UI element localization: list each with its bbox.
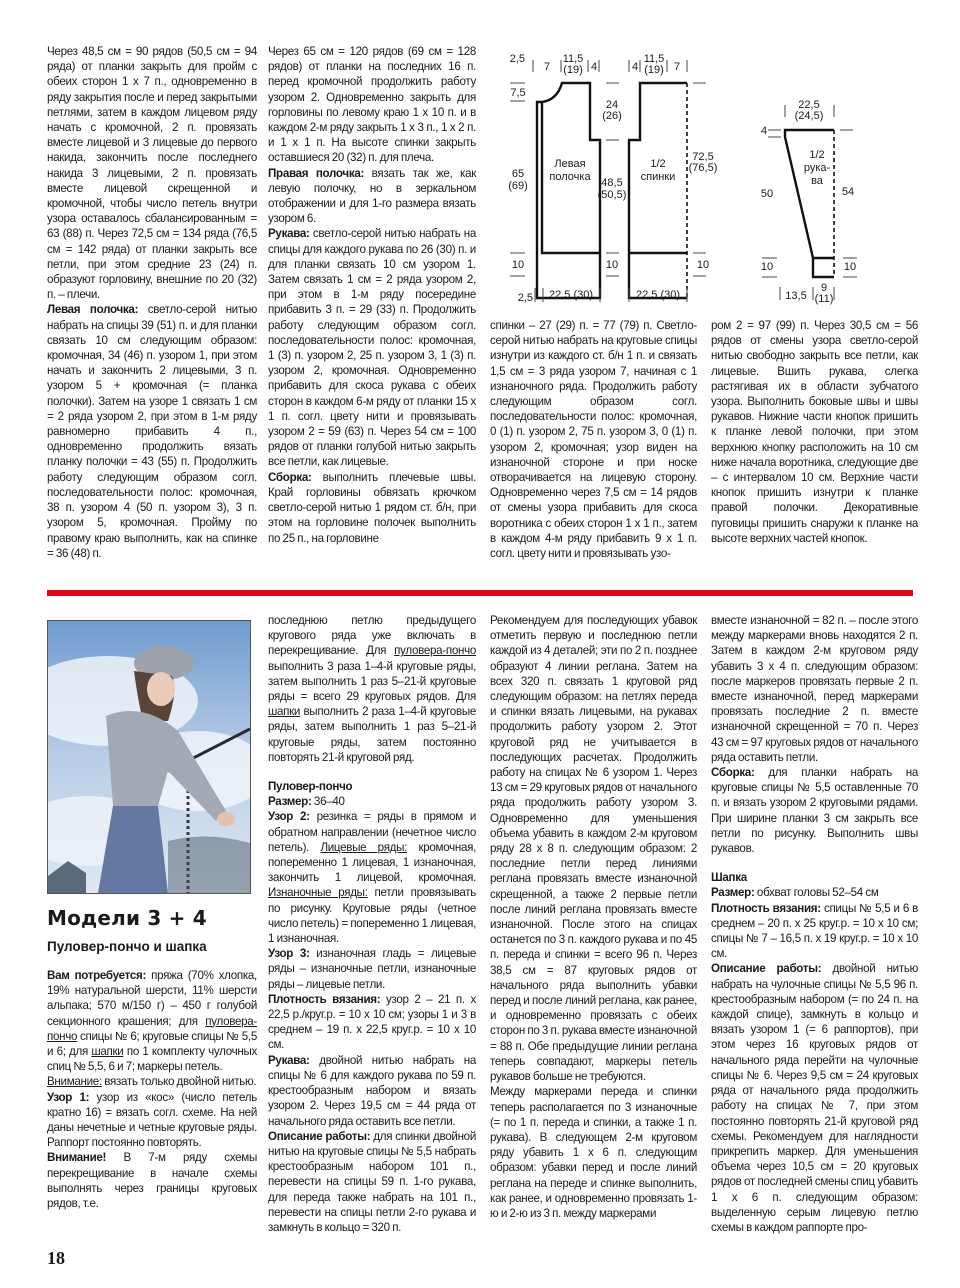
text-column-4 bbox=[711, 318, 918, 546]
paragraph-size bbox=[711, 885, 918, 900]
paragraph-text: обхват головы 52–54 см bbox=[754, 886, 879, 900]
bold-label: Рукава: bbox=[268, 227, 310, 241]
underlined-term: пуловера-пончо bbox=[47, 1014, 257, 1043]
page-number: 18 bbox=[47, 1248, 65, 1268]
paragraph-pattern-1 bbox=[47, 1090, 257, 1212]
paragraph-text: светло-серой нитью набрать на спицы 39 (51) п. и для планки связать 10 см следующим образом: кромочная, 34 (46) п. узором 1, при этом начать и закончить 2 лицевыми, 3 п. узором 5 + кромочная (= планка полочки). Затем на узоре 1 связать 1 см = 2 ряда узором 2, при этом в 1-м ряду равномерно прибавить 4 п., одновременно продолжить вязать планку полочки = 43 (55) п. Продолжить работу следующим образом согл. последовательности полос: кромочная, 38 п. узором 4 (50 п. узором 3), 3 п. узором 5, кромочная. Пройму по правому краю выполнить, как на спинке = 36 (48) п. bbox=[47, 303, 258, 560]
dim-label: 22,5 bbox=[798, 99, 820, 111]
dim-label: 7 bbox=[673, 61, 681, 73]
paragraph-left-front bbox=[47, 302, 257, 560]
pattern-schematic-diagram bbox=[495, 40, 935, 310]
dim-label: 9 bbox=[820, 282, 828, 294]
text-column-8 bbox=[711, 613, 918, 1235]
half-back-piece bbox=[629, 53, 717, 302]
bold-label: Узор 3: bbox=[268, 947, 310, 961]
dim-label: 10 bbox=[843, 261, 857, 273]
paragraph-text: спицы № 6; круговые спицы № 5,5 и 6; для bbox=[47, 1029, 257, 1059]
dim-label: 4 bbox=[631, 61, 639, 73]
text-column-7 bbox=[490, 613, 697, 1221]
paragraph: Между маркерами переда и спинки теперь располагается по 3 изнаночные (= по 1 п. переда и спинки, а также 1 п. рукава). В следующем 2-м круговом ряду убавить 1 х 6 п. следующим образом: убавки перед и после линий реглана на переде и спинке выполнить, как ранее, и одновременно провязать 1-ю и 2-ю из 3 п. между маркерами bbox=[490, 1085, 697, 1220]
paragraph-pattern-3 bbox=[268, 946, 476, 992]
dim-label: (76,5) bbox=[688, 162, 718, 174]
dim-label: 13,5 bbox=[785, 290, 807, 302]
dim-label: 7 bbox=[543, 61, 551, 73]
paragraph-attention bbox=[47, 1074, 257, 1089]
text-column-5 bbox=[47, 968, 257, 1211]
left-front-label: полочка bbox=[549, 171, 591, 183]
paragraph-assembly bbox=[268, 470, 476, 546]
paragraph-text: 36–40 bbox=[311, 795, 345, 809]
section-divider-red-rule bbox=[47, 590, 913, 596]
section-heading bbox=[268, 779, 476, 794]
paragraph-text: для спинки двойной нитью на круговые спицы № 5,5 набрать крестообразным набором 101 п., перевести на спицы 59 п. 1-го рукава, для переда также набрать на 101 п., перевести на спицы петли 2-го рукава и замкнуть в кольцо = 320 п. bbox=[268, 1129, 476, 1234]
bold-label: Левая полочка: bbox=[47, 303, 139, 317]
bold-label: Рукава: bbox=[268, 1053, 310, 1067]
section-heading bbox=[711, 870, 918, 885]
half-sleeve-piece bbox=[761, 99, 857, 305]
model-photo bbox=[47, 620, 251, 894]
dim-label: 7,5 bbox=[510, 87, 526, 99]
bold-label: Описание работы: bbox=[711, 962, 822, 976]
paragraph: Рекомендуем для последующих убавок отметить первую и последнюю петли каждой из 4 деталей; эти по 2 п. позднее образуют 4 линии реглана. Затем на всех 320 п. связать 1 круговой ряд следующим образом: на петлях переда и спинки вязать лицевыми, на рукавах продолжить работу узором 2. Этот круговой ряд не учитывается в последующих расчетах. Продолжить работу на спицах № 6 узором 1. Через 13 см = 29 круговых рядов от начального ряда продолжить работу узором 3. Одновременно для уменьшения объема убавить в каждом 2-м круговом ряду 28 х 8 п. следующим образом: 2 последние петли перед линиями реглана провязать вместе изнаночной скрещенной, а также 2 первые петли после линий реглана провязать вместе изнаночной. После этого на спицах останется по 3 п. каждого рукава и по 45 п. переда и спинки = всего 96 п. Через 38,5 см = 87 круговых рядов от начального ряда выполнить убавки перед и после линий реглана, как ранее, и одновременно провязать с обеих сторон по 3 п. рукава вместе изнаночной = 88 п. Обе предыдущие линии реглана теперь совпадают, маркеры петель рукавов больше не требуются. bbox=[490, 614, 697, 1084]
bold-label: Размер: bbox=[711, 886, 755, 900]
underlined-term: шапки bbox=[268, 705, 301, 719]
paragraph-text: узор из «кос» (число петель кратно 16) = вязать согл. схеме. На ней даны нечетные и четные круговые ряды. Раппорт постоянно повторять. bbox=[47, 1090, 258, 1150]
dim-label: 4 bbox=[760, 125, 768, 137]
paragraph-text: вязать так же, как левую полочку, но в зеркальном отображении и для 1-го размера вязать узором 6. bbox=[268, 166, 477, 226]
paragraph: Через 48,5 см = 90 рядов (50,5 см = 94 ряда) от планки закрыть для пройм с обеих сторон 1 х 7 п., одновременно в ряду закрытия после и перед закрытыми петлями, затем в каждом лицевом ряду начать с кромочной, 2 п. провязать вместе лицевой и 3 лицевые до первого накида, закончить после последнего накида 3 лицевыми, 2 п. провязать вместе лицевой скрещенной и кромочной, чтобы число петель внутри узора оставалось сбалансированным = 63 (88) п. Через 72,5 см = 134 ряда (76,5 см = 142 ряда) от планки закрыть все петли, при этом средние 23 (24) п. образуют горловину, внешние по 20 (32) п. – плечи. bbox=[47, 45, 257, 302]
paragraph-right-front bbox=[268, 166, 476, 227]
dim-label: (69) bbox=[508, 180, 528, 192]
paragraph-text: для планки набрать на круговые спицы № 5,5 оставленные 70 п. и вязать узором 2 круговыми рядами. При ширине планки 3 см закрыть все петли по рисунку. Выполнить швы рукавов. bbox=[711, 766, 918, 856]
paragraph-text: двойной нитью набрать на чулочные спицы № 5,5 96 п. крестообразным набором (= по 24 п. на каждой спице), замкнуть в кольцо и вязать узором 1 (= 6 раппортов), при этом через 16 круговых рядов от начального ряда перейти на чулочные спицы № 6. Через 9,5 см = 24 круговых ряда от начального ряда продолжить работу на спицах № 7, при этом постоянно повторять 21-й круговой ряд схемы. Рекомендуем для наглядности прикрепить маркер. Для уменьшения объема через 10,5 см = 20 круговых рядов от последней смены спиц убавить 1 х 6 п. следующим образом: выделенную серым лицевую петлю схемы в каждом раппорте про- bbox=[711, 962, 919, 1234]
dim-label: (50,5) bbox=[597, 189, 627, 201]
dim-label: 24 bbox=[605, 99, 619, 111]
text-column-2 bbox=[268, 44, 476, 546]
bold-label: Сборка: bbox=[268, 470, 312, 484]
half-sleeve-label: 1/2 bbox=[809, 149, 825, 161]
dim-label: 48,5 bbox=[601, 177, 623, 189]
bold-label: Узор 2: bbox=[268, 810, 310, 824]
text-column-1 bbox=[47, 44, 257, 561]
paragraph-text: пряжа (70% хлопка, 19% натуральной шерсти, 11% шерсти альпака; 570 м/150 г) – 450 г голубой секционного крашения; для bbox=[47, 969, 257, 1028]
paragraph-text: спицы № 5,5 и 6 в среднем – 20 п. х 25 круг.р. = 10 х 10 см; спицы № 7 – 16,5 п. х 19 круг.р. = 10 х 10 см. bbox=[711, 901, 919, 961]
dim-label: 2,5 bbox=[509, 53, 525, 65]
underlined-term: пуловера-пончо bbox=[394, 644, 476, 658]
half-back-label: 1/2 bbox=[650, 158, 666, 170]
bold-label: Плотность вязания: bbox=[268, 992, 381, 1006]
paragraph: спинки – 27 (29) п. = 77 (79) п. Светло-серой нитью набрать на круговые спицы изнутри из каждого ст. б/н 1 п. и связать 1,5 см = 3 ряда узором 7, начиная с 1 изнаночного ряда. Продолжить работу следующим образом согл. последовательности полос: кромочная, 0 (1) п. узором 2, 75 п. узором 3, 0 (1) п. узором 2, кромочная; узор виден на изнаночной стороне и при носке отворачивается на лицевую сторону. Одновременно через 7,5 см = 14 рядов от смены узора прибавить для скоса воротника с обеих сторон 1 х 1 п., затем в каждом 4-м ряду прибавить 9 х 1 п. согл. цвету нити и провязывать узо- bbox=[490, 319, 697, 561]
paragraph-text: выполнить 3 раза 1–4-й круговые ряды, затем выполнить 1 раз 5–21-й круговые ряды = всего 29 круговых рядов. Для bbox=[268, 659, 476, 704]
dim-label: (19) bbox=[563, 64, 583, 76]
text-column-6 bbox=[268, 613, 476, 1235]
bold-label: Описание работы: bbox=[268, 1129, 371, 1143]
bold-label: Узор 1: bbox=[47, 1090, 90, 1104]
underlined-term: Внимание: bbox=[47, 1075, 102, 1089]
dim-label: 10 bbox=[760, 261, 774, 273]
underlined-term: Изнаночные ряды: bbox=[268, 886, 368, 900]
paragraph bbox=[268, 613, 476, 765]
heading-text: Пуловер-пончо bbox=[268, 780, 353, 794]
dim-label: 10 bbox=[605, 259, 619, 271]
dim-label: 65 bbox=[511, 168, 525, 180]
dim-label: 10 bbox=[696, 259, 710, 271]
paragraph-text: изнаночная гладь = лицевые ряды – изнаночные петли, изнаночные ряды – лицевые петли. bbox=[268, 947, 477, 991]
dim-label: 11,5 bbox=[643, 53, 665, 65]
paragraph-size bbox=[268, 794, 476, 809]
left-front-piece bbox=[508, 53, 626, 304]
bold-label: Внимание! bbox=[47, 1151, 107, 1165]
dim-label: (24,5) bbox=[794, 110, 824, 122]
paragraph-materials bbox=[47, 968, 257, 1074]
dim-label: (19) bbox=[644, 64, 664, 76]
paragraph-sleeves bbox=[268, 226, 476, 469]
bold-label: Вам потребуется: bbox=[47, 969, 147, 982]
half-sleeve-label: ва bbox=[811, 175, 823, 187]
dim-label: 22,5 (30) bbox=[635, 289, 681, 301]
dim-label: 11,5 bbox=[562, 53, 584, 65]
paragraph: вместе изнаночной = 82 п. – после этого между маркерами вновь находятся 2 п. Затем в каждом 2-м круговом ряду убавить 3 х 4 п. следующим образом: после маркеров провязать первые 2 п. вместе изнаночной, перед маркерами провязать последние 2 п. вместе изнаночной скрещенной = 70 п. Через 43 см = 97 круговых рядов от начального ряда оставить петли. bbox=[711, 614, 918, 764]
model-subtitle: Пуловер-пончо и шапка bbox=[47, 939, 207, 954]
bold-label: Размер: bbox=[268, 795, 312, 809]
bold-label: Правая полочка: bbox=[268, 166, 365, 180]
paragraph: Через 65 см = 120 рядов (69 см = 128 рядов) от планки на последних 16 п. перед кромочной продолжить работу узором 2. Одновременно закрыть для горловины по левому краю 1 х 10 п. и в каждом 2-м ряду закрыть 1 х 3 п., 1 х 2 п. и 1 х 1 п. На высоте спинки закрыть оставшиеся 20 (32) п. для плеча. bbox=[268, 45, 476, 165]
paragraph-assembly bbox=[711, 765, 918, 856]
bold-label: Сборка: bbox=[711, 766, 755, 780]
text-column-3 bbox=[490, 318, 697, 561]
model-title: Модели 3 + 4 bbox=[47, 906, 207, 930]
heading-text: Шапка bbox=[711, 871, 747, 885]
paragraph-text: резинка = ряды в прямом и обратном направлении (нечетное число петель). bbox=[268, 810, 477, 854]
paragraph-text: двойной нитью набрать на спицы № 6 для каждого рукава по 59 п. крестообразным набором и вязать узором 2. Через 19,5 см = 44 ряда от начального ряда оставить все петли. bbox=[268, 1053, 476, 1128]
paragraph-text: по 1 комплекту чулочных спиц № 5,5, 6 и 7; маркеры петель. bbox=[47, 1045, 258, 1074]
paragraph-pattern-2 bbox=[268, 809, 476, 946]
dim-label: 2,5 bbox=[517, 292, 533, 304]
paragraph-text: узор 2 – 21 п. х 22,5 р./круг.р. = 10 х 10 см; узоры 1 и 3 в среднем – 19 п. х 22,5 круг.р. = 10 х 10 см. bbox=[268, 992, 476, 1052]
bold-label: Плотность вязания: bbox=[711, 901, 821, 915]
photo-illustration bbox=[48, 621, 250, 893]
paragraph-text: выполнить 2 раза 1–4-й круговые ряды, затем выполнить 1 раз 5–21-й круговые ряды, затем постоянно повторять 21-й круговой ряд. bbox=[268, 705, 476, 764]
dim-label: 54 bbox=[841, 186, 855, 198]
dim-label: 72,5 bbox=[692, 151, 714, 163]
paragraph-description bbox=[711, 961, 918, 1235]
paragraph: ром 2 = 97 (99) п. Через 30,5 см = 56 рядов от смены узора светло-серой нитью свободно закрыть все петли, как лицевые. Вшить рукава, слегка растягивая их в области зубчатого узора. Выполнить боковые швы и швы рукавов. Нижние части кнопок пришить к планке левой полочки, при этом верхнюю кнопку расположить на 10 см ниже начала воротника, следующие две – с интервалом 10 см. Верхние части кнопок пришить изнутри к планке правой полочки. Декоративные пуговицы пришить снаружи к планке на высоте верхних частей кнопок. bbox=[711, 319, 918, 545]
paragraph-gauge bbox=[268, 992, 476, 1053]
left-front-label: Левая bbox=[554, 158, 586, 170]
paragraph-description bbox=[268, 1129, 476, 1235]
dim-label: 10 bbox=[511, 259, 525, 271]
paragraph-sleeves bbox=[268, 1053, 476, 1129]
dim-label: 4 bbox=[590, 61, 598, 73]
dim-label: 50 bbox=[760, 188, 774, 200]
paragraph-text: вязать только двойной нитью. bbox=[101, 1075, 257, 1089]
paragraph-gauge bbox=[711, 901, 918, 962]
paragraph-text: светло-серой нитью набрать на спицы для каждого рукава по 26 (30) п. и для планки связать 10 см узором 1. Затем связать 1 см = 2 ряда узором 2, при этом в 1-м ряду посередине прибавить 3 п. = 29 (33) п. Продолжить работу следующим образом согл. последовательности полос: кромочная, 1 (3) п. узором 2, 25 п. узором 3, 1 (3) п. узором 2, кромочная. Одновременно прибавить для скоса рукава с обеих сторон в каждом 6-м ряду от планки 15 х 1 п. согл. цвету нити и провязывать узором 2 = 59 (63) п. Через 54 см = 100 рядов от планки голубой нитью закрыть все петли, как лицевые. bbox=[268, 227, 476, 469]
half-sleeve-label: рука- bbox=[803, 162, 831, 174]
paragraph-text: последнюю петлю предыдущего кругового ряда уже включать в перекрещивание. Для bbox=[268, 614, 476, 658]
underlined-term: Лицевые ряды: bbox=[320, 840, 408, 854]
dim-label: (11) bbox=[814, 293, 834, 305]
paragraph-text: петли провязывать по рисунку. Круговые ряды (четное число петель) = попеременно 1 лицевая, 1 изнаночная. bbox=[268, 886, 476, 946]
paragraph-text: В 7-м ряду схемы перекрещивание в начале схемы выполнять через границы круговых рядов, т.е. bbox=[47, 1151, 257, 1211]
underlined-term: шапки bbox=[91, 1045, 124, 1059]
paragraph-text: выполнить плечевые швы. Край горловины обвязать крючком светло-серой нитью 1 рядом ст. б/н, при этом на горловине полочек выполнить по 25 п., на горловине bbox=[268, 470, 476, 545]
dim-label: (26) bbox=[602, 110, 622, 122]
paragraph-text: кромочная, попеременно 1 лицевая, 1 изнаночная, закончить 1 лицевой, кромочная. bbox=[268, 840, 476, 885]
dim-label: 22,5 (30) bbox=[548, 289, 594, 301]
half-back-label: спинки bbox=[640, 171, 676, 183]
